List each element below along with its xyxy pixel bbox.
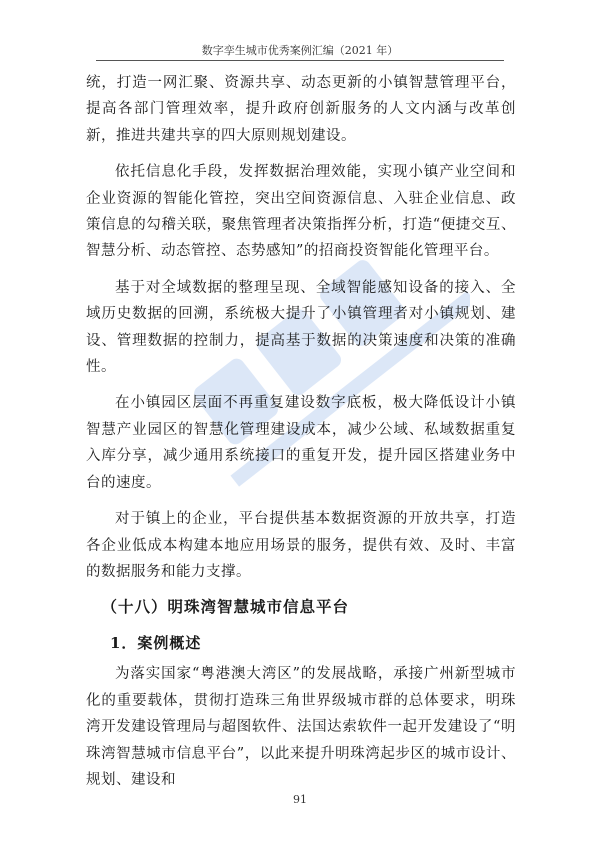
paragraph-3: 基于对全域数据的整理呈现、全域智能感知设备的接入、全域历史数据的回溯，系统极大提升了小镇管理者对小镇规划、建设、管理数据的控制力，提高基于数据的决策速度和决策的准确性。 xyxy=(86,279,516,376)
paragraph-4: 在小镇园区层面不再重复建设数字底板，极大降低设计小镇智慧产业园区的智慧化管理建设成本，减少公域、私域数据重复入库分享，减少通用系统接口的重复开发，提升园区搭建业务中台的速度。 xyxy=(86,395,516,491)
paragraph-5: 对于镇上的企业，平台提供基本数据资源的开放共享，打造各企业低成本构建本地应用场景的服务，提供有效、及时、丰富的数据服务和能力支撑。 xyxy=(86,511,516,580)
running-header: 数字孪生城市优秀案例汇编（2021 年） xyxy=(201,44,399,57)
page-body xyxy=(86,70,516,793)
section-heading: （十八）明珠湾智慧城市信息平台 xyxy=(101,597,350,617)
paragraph-1: 统，打造一网汇聚、资源共享、动态更新的小镇智慧管理平台，提高各部门管理效率，提升政府创新服务的人文内涵与改革创新，推进共建共享的四大原则规划建设。 xyxy=(86,75,516,144)
paragraph-2: 依托信息化手段，发挥数据治理效能，实现小镇产业空间和企业资源的智能化管控，突出空间资源信息、入驻企业信息、政策信息的勾稽关联，聚焦管理者决策指挥分析，打造“便捷交互、智慧分析、动态管控、态势感知”的招商投资智能化管理平台。 xyxy=(86,164,516,260)
page-number: 91 xyxy=(293,793,307,806)
header-rule xyxy=(96,60,504,61)
subsection-heading: 1．案例概述 xyxy=(110,634,202,653)
paragraph-6: 为落实国家“粤港澳大湾区”的发展战略，承接广州新型城市化的重要载体，贯彻打造珠三角世界级城市群的总体要求，明珠湾开发建设管理局与超图软件、法国达索软件一起开发建设了“明珠湾智慧城市信息平台”，以此来提升明珠湾起步区的城市设计、规划、建设和 xyxy=(86,666,516,788)
